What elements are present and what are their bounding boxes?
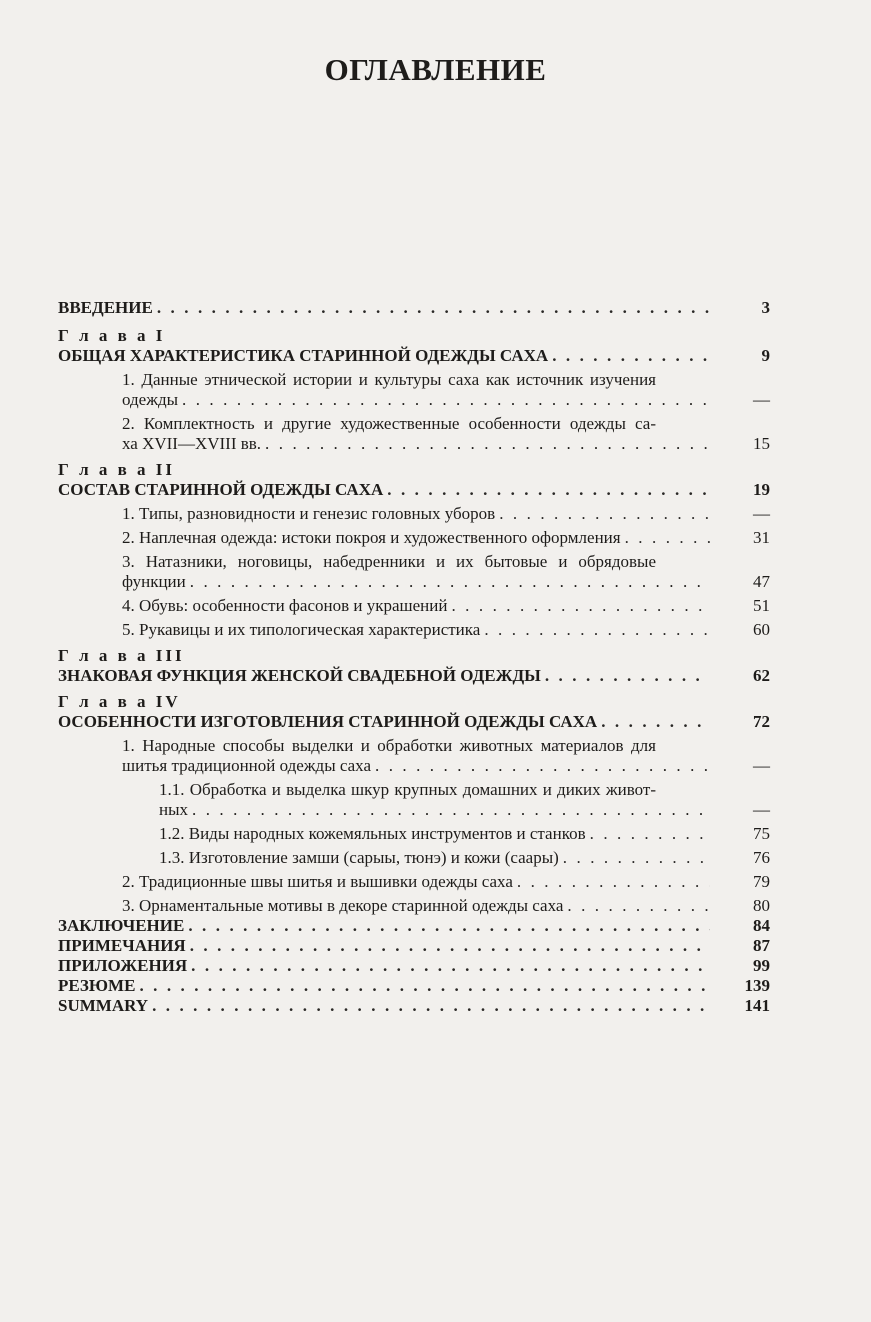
toc-page: 51	[753, 596, 770, 615]
dot-leader	[567, 896, 710, 916]
toc-entry-1-1	[122, 370, 770, 410]
toc-page: 15	[753, 434, 770, 453]
toc-label: ПРИЛОЖЕНИЯ	[58, 956, 188, 975]
toc-page: —	[753, 390, 770, 409]
toc-label: 2. Комплектность и другие художественные особенности одежды са-	[122, 414, 656, 433]
table-of-contents	[58, 298, 770, 1016]
toc-label: ЗАКЛЮЧЕНИЕ	[58, 916, 185, 935]
dot-leader	[139, 976, 710, 996]
toc-label: 1. Данные этнической истории и культуры саха как источник изучения	[122, 370, 656, 389]
toc-page: 72	[753, 712, 770, 731]
dot-leader	[157, 298, 710, 318]
dot-leader	[563, 848, 710, 868]
toc-entry-4-2	[122, 872, 770, 892]
dot-leader	[625, 528, 710, 548]
toc-entry-resume	[58, 976, 770, 996]
toc-label: СОСТАВ СТАРИННОЙ ОДЕЖДЫ САХА	[58, 480, 384, 499]
toc-entry-4-1-2	[159, 824, 770, 844]
toc-page: 99	[753, 956, 770, 975]
dot-leader	[552, 346, 710, 366]
toc-label-cont: ха XVII—XVIII вв.	[122, 434, 262, 453]
dot-leader	[190, 572, 710, 592]
toc-label: SUMMARY	[58, 996, 149, 1015]
toc-entry-chapter-4	[58, 712, 770, 732]
toc-label: 4. Обувь: особенности фасонов и украшений	[122, 596, 448, 615]
dot-leader	[484, 620, 710, 640]
toc-entry-4-1	[122, 736, 770, 776]
chapter-heading-1: Г л а в а I	[58, 326, 166, 345]
toc-label: 1.2. Виды народных кожемяльных инструментов и станков	[159, 824, 586, 843]
toc-label: 2. Наплечная одежда: истоки покроя и художественного оформления	[122, 528, 621, 547]
dot-leader	[190, 936, 710, 956]
toc-page: 9	[761, 346, 770, 365]
chapter-heading-2: Г л а в а II	[58, 460, 176, 479]
toc-page: 3	[761, 298, 770, 317]
toc-entry-chapter-2	[58, 480, 770, 500]
toc-label: 1. Народные способы выделки и обработки животных материалов для	[122, 736, 656, 755]
toc-entry-summary	[58, 996, 770, 1016]
toc-label: ЗНАКОВАЯ ФУНКЦИЯ ЖЕНСКОЙ СВАДЕБНОЙ ОДЕЖДЫ	[58, 666, 541, 685]
toc-label-cont: шитья традиционной одежды саха	[122, 756, 371, 775]
toc-entry-1-2	[122, 414, 770, 454]
toc-entry-chapter-1	[58, 346, 770, 366]
toc-entry-2-3	[122, 552, 770, 592]
toc-page: 141	[744, 996, 770, 1015]
dot-leader	[451, 596, 710, 616]
dot-leader	[590, 824, 710, 844]
toc-page: 139	[744, 976, 770, 995]
toc-page: 87	[753, 936, 770, 955]
toc-entry-2-1	[122, 504, 770, 524]
toc-label: ОБЩАЯ ХАРАКТЕРИСТИКА СТАРИННОЙ ОДЕЖДЫ САХА	[58, 346, 549, 365]
toc-page: 47	[753, 572, 770, 591]
toc-page: —	[753, 800, 770, 819]
dot-leader	[182, 390, 710, 410]
toc-label: РЕЗЮМЕ	[58, 976, 136, 995]
toc-label-cont: функции	[122, 572, 186, 591]
toc-label: 1.1. Обработка и выделка шкур крупных домашних и диких живот-	[159, 780, 656, 799]
dot-leader	[265, 434, 710, 454]
toc-entry-4-1-1	[159, 780, 770, 820]
dot-leader	[192, 800, 710, 820]
toc-page: —	[753, 756, 770, 775]
toc-entry-notes	[58, 936, 770, 956]
toc-entry-conclusion	[58, 916, 770, 936]
page-title: ОГЛАВЛЕНИЕ	[324, 52, 547, 87]
toc-entry-intro	[58, 298, 770, 318]
toc-entry-chapter-3	[58, 666, 770, 686]
toc-page: 80	[753, 896, 770, 915]
toc-page: 76	[753, 848, 770, 867]
dot-leader	[517, 872, 710, 892]
toc-label: 5. Рукавицы и их типологическая характеристика	[122, 620, 481, 639]
toc-label: ОСОБЕННОСТИ ИЗГОТОВЛЕНИЯ СТАРИННОЙ ОДЕЖДЫ САХА	[58, 712, 598, 731]
chapter-heading-3: Г л а в а III	[58, 646, 185, 665]
toc-entry-2-5	[122, 620, 770, 640]
toc-page: 19	[753, 480, 770, 499]
toc-page: 62	[753, 666, 770, 685]
toc-label: ПРИМЕЧАНИЯ	[58, 936, 186, 955]
dot-leader	[188, 916, 710, 936]
toc-page: 31	[753, 528, 770, 547]
dot-leader	[499, 504, 710, 524]
dot-leader	[601, 712, 710, 732]
dot-leader	[375, 756, 710, 776]
dot-leader	[545, 666, 710, 686]
dot-leader	[152, 996, 710, 1016]
toc-page: 75	[753, 824, 770, 843]
toc-label: 3. Орнаментальные мотивы в декоре старинной одежды саха	[122, 896, 564, 915]
dot-leader	[387, 480, 710, 500]
toc-label: 3. Натазники, ноговицы, набедренники и их бытовые и обрядовые	[122, 552, 656, 571]
toc-page: —	[753, 504, 770, 523]
toc-entry-2-2	[122, 528, 770, 548]
chapter-heading-4: Г л а в а IV	[58, 692, 181, 711]
toc-page: 60	[753, 620, 770, 639]
toc-label: ВВЕДЕНИЕ	[58, 298, 153, 317]
toc-label: 1. Типы, разновидности и генезис головных уборов	[122, 504, 496, 523]
toc-entry-appendix	[58, 956, 770, 976]
toc-entry-4-3	[122, 896, 770, 916]
toc-label-cont: ных	[159, 800, 189, 819]
toc-entry-4-1-3	[159, 848, 770, 868]
toc-entry-2-4	[122, 596, 770, 616]
toc-label-cont: одежды	[122, 390, 179, 409]
toc-label: 2. Традиционные швы шитья и вышивки одежды саха	[122, 872, 513, 891]
dot-leader	[191, 956, 710, 976]
toc-page: 79	[753, 872, 770, 891]
toc-page: 84	[753, 916, 770, 935]
toc-label: 1.3. Изготовление замши (сарыы, тюнэ) и кожи (саары)	[159, 848, 559, 867]
